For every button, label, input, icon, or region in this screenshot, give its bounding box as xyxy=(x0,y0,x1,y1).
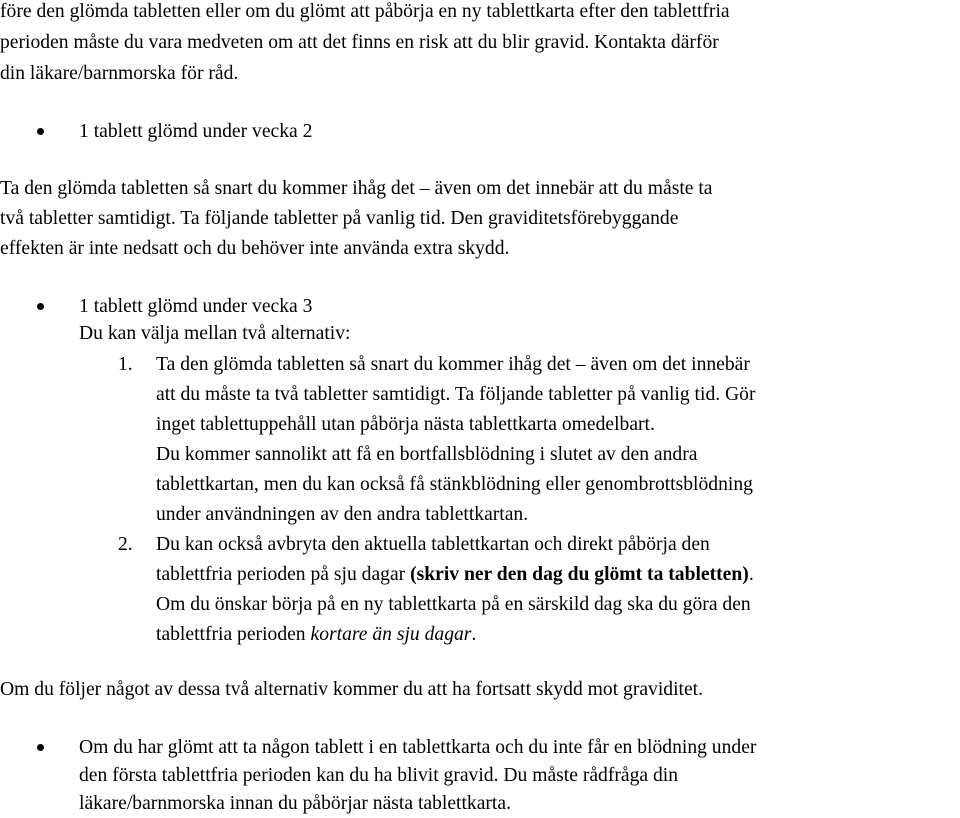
alt2-line-3: Om du önskar börja på en ny tablettkarta på en särskild dag ska du göra den xyxy=(156,594,751,615)
last-line-2: den första tablettfria perioden kan du ha blivit gravid. Du måste rådfråga din xyxy=(79,765,679,786)
alt2-line-2 xyxy=(156,563,754,587)
week3-heading: 1 tablett glömd under vecka 3 xyxy=(79,296,313,317)
alt2-line-2-pre: tablettfria perioden på sju dagar xyxy=(156,564,411,585)
alt1-line-4: Du kommer sannolikt att få en bortfallsblödning i slutet av den andra xyxy=(156,444,698,465)
week2-line-2: två tabletter samtidigt. Ta följande tabletter på vanlig tid. Den graviditetsförebyggande xyxy=(0,208,679,229)
alt2-number: 2. xyxy=(118,534,133,555)
week2-heading: 1 tablett glömd under vecka 2 xyxy=(79,121,313,142)
alt2-line-4 xyxy=(156,623,476,647)
week2-line-3: effekten är inte nedsatt och du behöver inte använda extra skydd. xyxy=(0,238,510,259)
intro-line-3: din läkare/barnmorska för råd. xyxy=(0,63,239,84)
week3-intro: Du kan välja mellan två alternativ: xyxy=(79,323,351,344)
alt2-line-4-pre: tablettfria perioden xyxy=(156,624,311,645)
intro-line-2: perioden måste du vara medveten om att det finns en risk att du blir gravid. Kontakta därför xyxy=(0,32,719,53)
alt2-line-4-italic: kortare än sju dagar xyxy=(310,624,472,645)
alt1-line-1: Ta den glömda tabletten så snart du kommer ihåg det – även om det innebär xyxy=(156,354,750,375)
alt2-line-2-post: . xyxy=(748,564,754,585)
alt1-line-5: tablettkartan, men du kan också få stänkblödning eller genombrottsblödning xyxy=(156,474,753,495)
alt1-line-2: att du måste ta två tabletter samtidigt. Ta följande tabletter på vanlig tid. Gör xyxy=(156,384,756,405)
week2-line-1: Ta den glömda tabletten så snart du kommer ihåg det – även om det innebär att du måste ta xyxy=(0,178,713,199)
alt1-line-6: under användningen av den andra tablettkartan. xyxy=(156,504,529,525)
alt2-line-2-bold: (skriv ner den dag du glömt ta tabletten) xyxy=(410,564,749,585)
bullet-week2 xyxy=(37,128,44,135)
conclusion-text: Om du följer något av dessa två alternativ kommer du att ha fortsatt skydd mot graviditet. xyxy=(0,679,704,700)
alt2-line-1: Du kan också avbryta den aktuella tablettkartan och direkt påbörja den xyxy=(156,534,710,555)
bullet-last xyxy=(37,744,44,751)
intro-line-1: före den glömda tabletten eller om du glömt att påbörja en ny tablettkarta efter den tablettfria xyxy=(0,1,730,22)
alt2-line-4-post: . xyxy=(471,624,477,645)
last-line-3: läkare/barnmorska innan du påbörjar nästa tablettkarta. xyxy=(79,793,511,814)
alt1-number: 1. xyxy=(118,354,133,375)
bullet-week3 xyxy=(37,303,44,310)
alt1-line-3: inget tablettuppehåll utan påbörja nästa tablettkarta omedelbart. xyxy=(156,414,655,435)
last-line-1: Om du har glömt att ta någon tablett i en tablettkarta och du inte får en blödning under xyxy=(79,737,757,758)
